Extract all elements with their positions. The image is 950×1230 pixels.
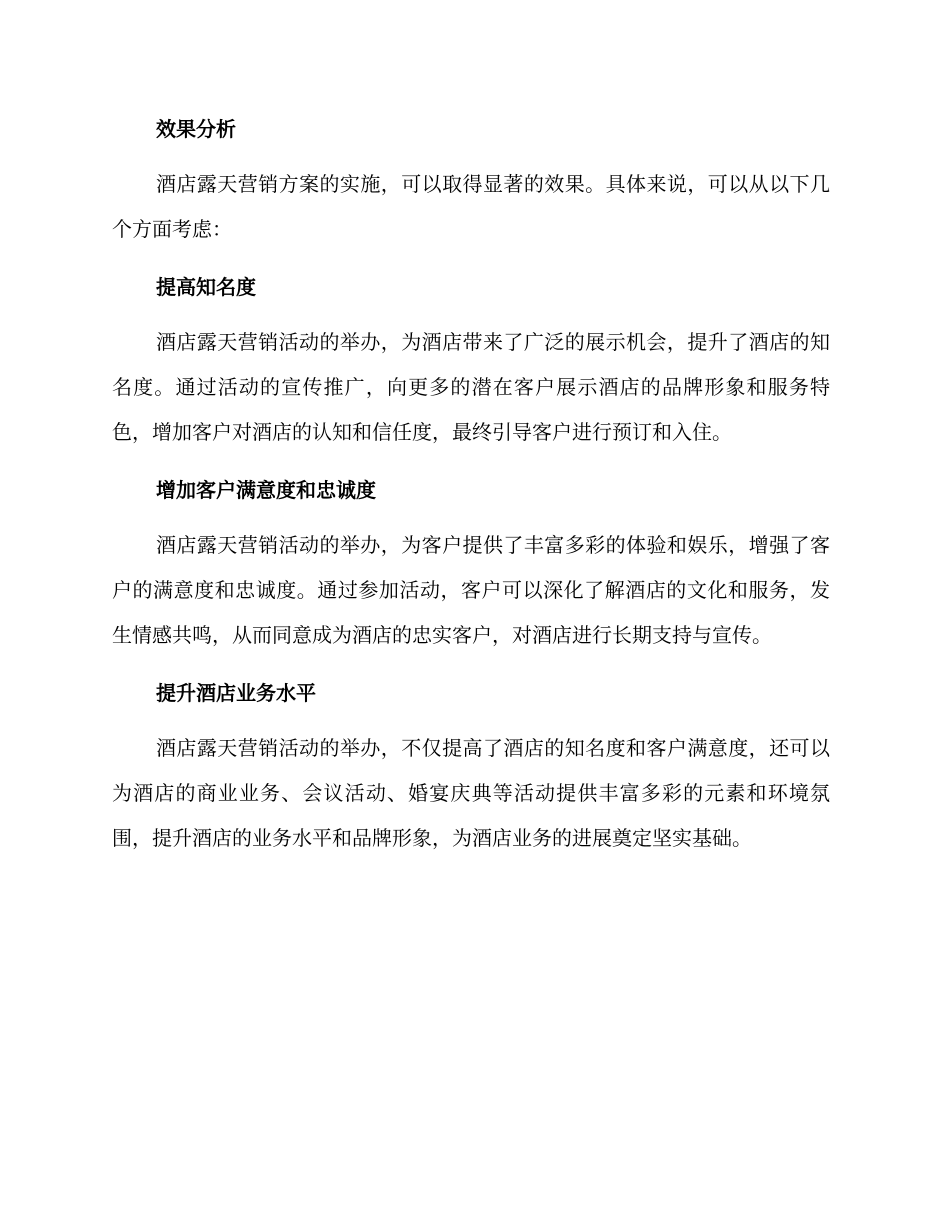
section-paragraph-satisfaction: 酒店露天营销活动的举办，为客户提供了丰富多彩的体验和娱乐，增强了客户的满意度和忠诚度。通过参加活动，客户可以深化了解酒店的文化和服务，发生情感共鸣，从而同意成为酒店的忠实客户，对酒店进行长期支持与宣传。 — [112, 533, 830, 647]
section-heading-satisfaction: 增加客户满意度和忠诚度 — [156, 478, 376, 502]
section-paragraph-awareness: 酒店露天营销活动的举办，为酒店带来了广泛的展示机会，提升了酒店的知名度。通过活动的宣传推广，向更多的潜在客户展示酒店的品牌形象和服务特色，增加客户对酒店的认知和信任度，最终引导客户进行预订和入住。 — [112, 330, 830, 444]
section-paragraph-effect-analysis: 酒店露天营销方案的实施，可以取得显著的效果。具体来说，可以从以下几个方面考虑： — [112, 172, 830, 241]
section-heading-awareness: 提高知名度 — [156, 275, 256, 299]
section-heading-business-level: 提升酒店业务水平 — [156, 681, 316, 705]
document-page — [112, 104, 830, 861]
section-heading-effect-analysis: 效果分析 — [156, 117, 236, 141]
section-paragraph-business-level: 酒店露天营销活动的举办，不仅提高了酒店的知名度和客户满意度，还可以为酒店的商业业务、会议活动、婚宴庆典等活动提供丰富多彩的元素和环境氛围，提升酒店的业务水平和品牌形象，为酒店业务的进展奠定坚实基础。 — [112, 736, 830, 850]
